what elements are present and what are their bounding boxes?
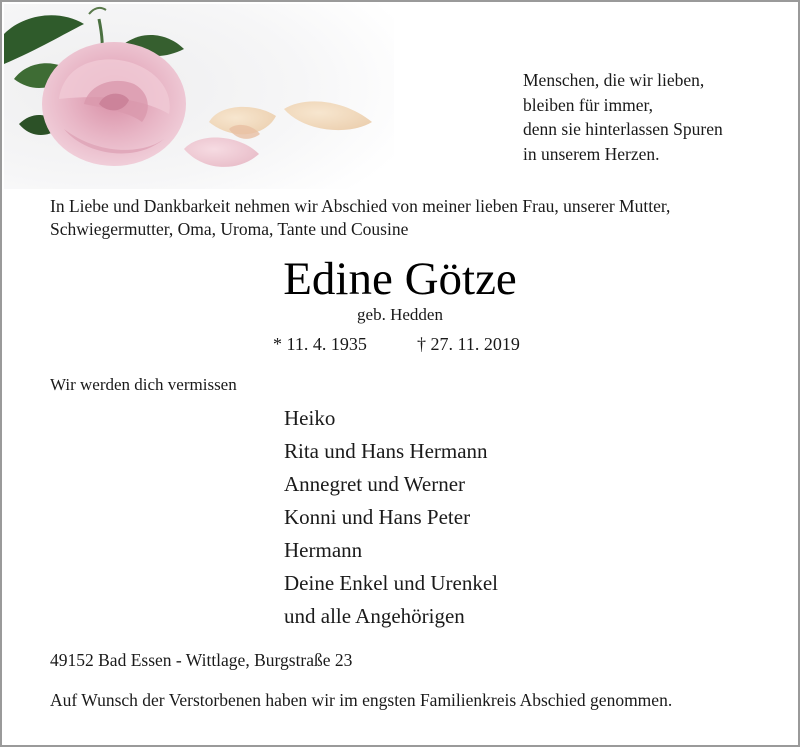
poem-line: bleiben für immer,: [523, 94, 654, 115]
rose-with-petals-image: [4, 4, 394, 189]
mourner-item: Rita und Hans Hermann: [284, 439, 488, 463]
closing-note: Auf Wunsch der Verstorbenen haben wir im engsten Familienkreis Abschied genommen.: [50, 690, 673, 710]
mourner-item: Hermann: [284, 538, 363, 562]
death-date: † 27. 11. 2019: [417, 334, 520, 354]
miss-text: Wir werden dich vermissen: [50, 375, 237, 394]
maiden-name: geb. Hedden: [357, 305, 443, 324]
address: 49152 Bad Essen - Wittlage, Burgstraße 23: [50, 650, 353, 670]
mourner-item: Deine Enkel und Urenkel: [284, 571, 499, 595]
poem-line: denn sie hinterlassen Spuren: [523, 119, 723, 139]
poem-line: Menschen, die wir lieben,: [523, 70, 705, 90]
poem-line: in unserem Herzen.: [523, 143, 660, 164]
poem: [523, 68, 723, 166]
mourner-item: Heiko: [284, 406, 336, 430]
mourners-list: [284, 402, 498, 633]
mourner-item: und alle Angehörigen: [284, 604, 465, 628]
birth-date: * 11. 4. 1935: [273, 334, 367, 354]
rose-illustration: [4, 4, 394, 189]
deceased-name: Edine Götze: [283, 253, 517, 305]
intro-text: In Liebe und Dankbarkeit nehmen wir Abschied von meiner lieben Frau, unserer Mutter, Schwiegermutter, Oma, Uroma, Tante und Cousine: [50, 196, 671, 239]
mourner-item: Konni und Hans Peter: [284, 505, 471, 529]
mourner-item: Annegret und Werner: [284, 472, 466, 496]
